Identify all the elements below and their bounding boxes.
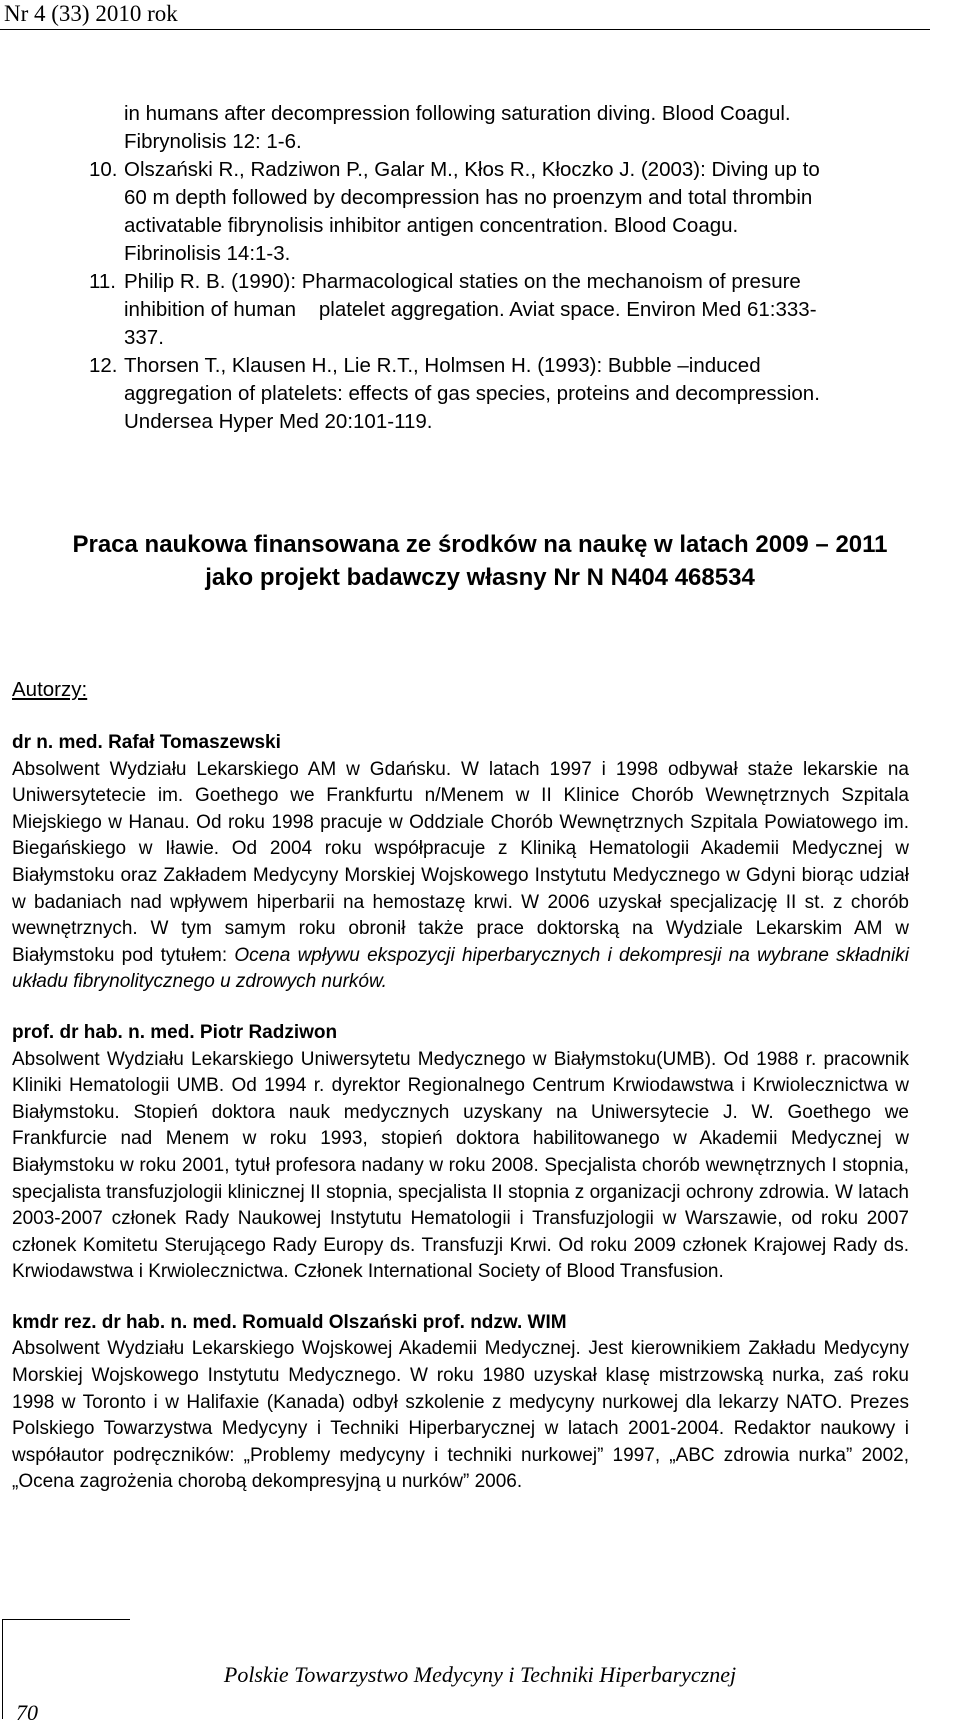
author-name: dr n. med. Rafał Tomaszewski (12, 732, 281, 753)
funding-line: Praca naukowa finansowana ze środków na naukę w latach 2009 – 2011 (72, 531, 888, 558)
reference-number: 12. (89, 354, 118, 377)
reference-list (89, 100, 899, 436)
reference-number: 11. (89, 270, 116, 293)
dissertation-title: Ocena wpływu ekspozycji hiperbarycznych i dekompresji na wybrane składniki układu fibrynolitycznego u zdrowych nurków. (12, 944, 909, 993)
author-bios (12, 730, 909, 1520)
reference-line: Philip R. B. (1990): Pharmacological staties on the mechanoism of presure (124, 270, 801, 293)
reference-line: Fibrynolisis 12: 1-6. (124, 130, 302, 153)
author-bio-text: Absolwent Wydziału Lekarskiego Uniwersytetu Medycznego w Białymstoku(UMB). Od 1988 r. pracownik Kliniki Hematologii UMB. Od 1994 r. dyrektor Regionalnego Centrum Krwiodawstwa i Krwiolecznictwa w Białymstoku. Stopień doktora nauk medycznych uzyskany na Uniwersytecie J. W. Goethego we Frankfurcie nad Menem w roku 1993, stopień doktora habilitowanego w Akademii Medycznej w Białymstoku w roku 2001, tytuł profesora nadany w roku 2008. Specjalista chorób wewnętrznych I stopnia, specjalista transfuzjologii klinicznej II stopnia, specjalista II stopnia z organizacji ochrony zdrowia. W latach 2003-2007 członek Rady Naukowej Instytutu Hematologii i Transfuzjologii w Warszawie, od roku 2007 członek Komitetu Sterującego Rady Europy ds. Transfuzji Krwi. Od roku 2009 członek Krajowej Rady ds. Krwiodawstwa i Krwiolecznictwa. Członek International Society of Blood Transfusion. (12, 1048, 909, 1283)
reference-item (89, 156, 899, 268)
reference-line: Undersea Hyper Med 20:101-119. (124, 410, 433, 433)
reference-line: aggregation of platelets: effects of gas species, proteins and decompression. (124, 382, 820, 405)
footer-society-title: Polskie Towarzystwo Medycyny i Techniki Hiperbarycznej (223, 1662, 737, 1687)
author-name: kmdr rez. dr hab. n. med. Romuald Olszański prof. ndzw. WIM (12, 1311, 567, 1333)
author-name: prof. dr hab. n. med. Piotr Radziwon (12, 1021, 338, 1043)
author-bio-text: Absolwent Wydziału Lekarskiego Wojskowej Akademii Medycznej. Jest kierownikiem Zakładu Medycyny Morskiej Wojskowego Instytutu Medycznego. W roku 1980 uzyskał klasę mistrzowską nurka, zaś roku 1998 w Toronto i w Halifaxie (Kanada) odbył szkolenie z medycyny nurkowej dla lekarzy NATO. Prezes Polskiego Towarzystwa Medycyny i Techniki Hiperbarycznej w latach 2001-2004. Redaktor naukowy i współautor podręczników: „Problemy medycyny i techniki nurkowej” 1997, „ABC zdrowia nurka” 2002, „Ocena zagrożenia chorobą dekompresyjną u nurków” 2006. (12, 1338, 909, 1493)
reference-line: Thorsen T., Klausen H., Lie R.T., Holmsen H. (1993): Bubble –induced (124, 354, 761, 377)
author-bio (12, 1310, 909, 1496)
journal-issue-header: Nr 4 (33) 2010 rok (4, 1, 178, 26)
reference-line: activatable fibrynolisis inhibitor antigen concentration. Blood Coagu. (124, 214, 739, 237)
authors-heading: Autorzy: (12, 678, 88, 701)
funding-statement (0, 528, 960, 594)
footer-rule (2, 1619, 130, 1620)
reference-number: 10. (89, 158, 118, 181)
page-number: 70 (16, 1700, 38, 1725)
author-bio (12, 730, 909, 996)
reference-line: 60 m depth followed by decompression has no proenzym and total thrombin (124, 186, 813, 209)
reference-item (89, 100, 899, 156)
reference-line: 337. (124, 326, 164, 349)
funding-line: jako projekt badawczy własny Nr N N404 468534 (205, 564, 755, 591)
reference-line: Olszański R., Radziwon P., Galar M., Kłos R., Kłoczko J. (2003): Diving up to (124, 158, 820, 181)
reference-line: Fibrinolisis 14:1-3. (124, 242, 291, 265)
author-bio-body: Absolwent Wydziału Lekarskiego AM w Gdańsku. W latach 1997 i 1998 odbywał staże lekarskie na Uniwersytetecie im. Goethego we Frankfurtu n/Menem w II Klinice Chorób Wewnętrznych Szpitala Miejskiego w Hanau. Od roku 1998 pracuje w Oddziale Chorób Wewnętrznych Szpitala Powiatowego im. Biegańskiego w Iławie. Od 2004 roku współpracuje z Kliniką Hematologii Akademii Medycznej w Białymstoku oraz Zakładem Medycyny Morskiej Wojskowego Instytutu Medycznego w Gdyni biorąc udział w badaniach nad wpływem hiperbarii na hemostazę krwi. W 2006 uzyskał specjalizację II st. z chorób wewnętrznych. W tym samym roku obronił także prace doktorską na Wydziale Lekarskim AM w Białymstoku pod tytułem: (12, 758, 909, 966)
reference-item (89, 352, 899, 436)
reference-line: inhibition of human platelet aggregation. Aviat space. Environ Med 61:333- (124, 298, 817, 321)
author-bio (12, 1020, 909, 1286)
reference-line: in humans after decompression following saturation diving. Blood Coagul. (124, 102, 791, 125)
reference-item (89, 268, 899, 352)
header-rule (0, 29, 930, 30)
author-bio-text (12, 757, 909, 996)
